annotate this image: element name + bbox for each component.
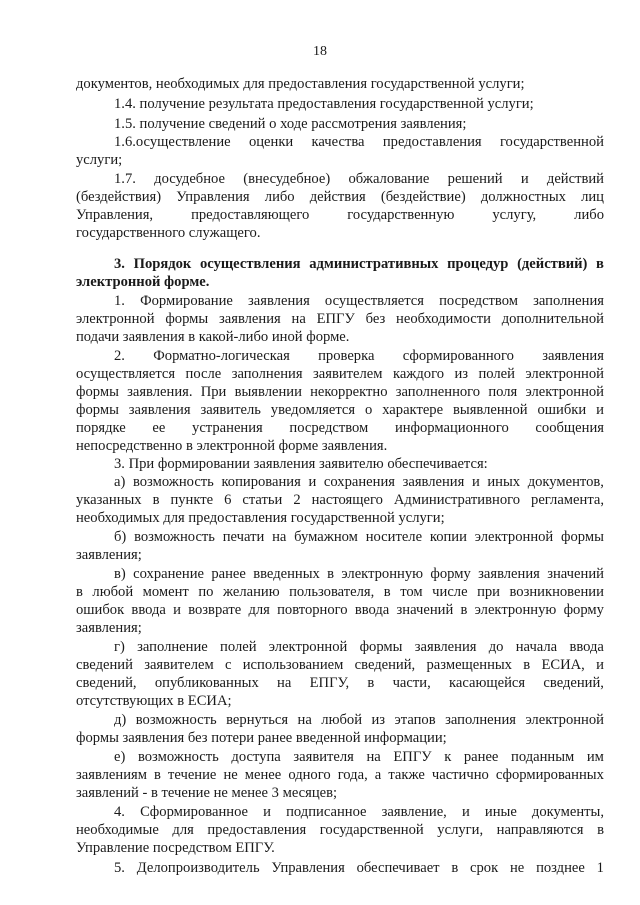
word: 2 bbox=[293, 492, 301, 508]
word: начала bbox=[515, 639, 558, 655]
word: электронной bbox=[525, 712, 604, 728]
word: осуществляется bbox=[76, 366, 176, 382]
word: размещенных bbox=[426, 657, 512, 673]
word: Формирование bbox=[140, 293, 233, 309]
word: сообщения bbox=[535, 420, 604, 436]
word: должностных bbox=[480, 189, 566, 205]
word: каждого bbox=[392, 366, 445, 382]
word: ошибок bbox=[76, 602, 125, 618]
word: указанных bbox=[76, 492, 142, 508]
word: направляются bbox=[496, 822, 584, 838]
word: электронной bbox=[474, 529, 554, 545]
word: и bbox=[461, 804, 470, 820]
word: формы bbox=[561, 529, 604, 545]
word: им bbox=[586, 749, 604, 765]
word: значений bbox=[547, 566, 604, 582]
word: электронной bbox=[525, 366, 604, 382]
word: формы bbox=[165, 311, 209, 327]
word: заявления bbox=[478, 566, 540, 582]
word: в bbox=[383, 584, 391, 600]
text-line bbox=[114, 348, 604, 365]
word: желанию bbox=[222, 584, 280, 600]
word: 1.7. bbox=[114, 171, 136, 187]
word: форму bbox=[430, 566, 471, 582]
word: 5. bbox=[114, 860, 125, 876]
word: сформированного bbox=[402, 348, 514, 364]
word: заявление, bbox=[381, 804, 447, 820]
word: на bbox=[291, 311, 306, 327]
text-line bbox=[114, 860, 604, 877]
word: заявления bbox=[218, 311, 281, 327]
word: а) bbox=[114, 474, 126, 490]
word: статьи bbox=[242, 492, 283, 508]
word: формы bbox=[76, 384, 119, 400]
word: о bbox=[365, 402, 373, 418]
word: решений bbox=[447, 171, 503, 187]
word: 3. bbox=[114, 256, 125, 272]
word: в bbox=[596, 256, 604, 272]
word: носителе bbox=[365, 529, 423, 545]
word: обеспечивает bbox=[356, 860, 440, 876]
word: срок bbox=[470, 860, 499, 876]
word: проверка bbox=[318, 348, 375, 364]
word: сформированных bbox=[495, 767, 604, 783]
word: заполнения bbox=[445, 712, 516, 728]
word: копии bbox=[429, 529, 467, 545]
word: и bbox=[263, 804, 271, 820]
word: после bbox=[185, 366, 222, 382]
text-line: необходимых для предоставления государственной услуги; bbox=[76, 510, 445, 526]
word: услугу, bbox=[492, 207, 537, 223]
text-line bbox=[76, 584, 604, 601]
word: заявления bbox=[128, 402, 191, 418]
word: менее bbox=[244, 767, 282, 783]
word: на bbox=[297, 712, 312, 728]
word: позднее bbox=[536, 860, 585, 876]
word: момент bbox=[142, 584, 189, 600]
text-line bbox=[76, 189, 604, 206]
word: некорректно bbox=[310, 384, 388, 400]
word: с bbox=[224, 657, 232, 673]
word: поданным bbox=[511, 749, 575, 765]
word: также bbox=[388, 767, 425, 783]
word: ЕСИА, bbox=[541, 657, 585, 673]
word: (бездействие) bbox=[380, 189, 466, 205]
word: посредством bbox=[289, 420, 369, 436]
word: 2. bbox=[114, 348, 125, 364]
word: заявления bbox=[542, 348, 604, 364]
word: ввода bbox=[131, 602, 166, 618]
word: 1. bbox=[114, 293, 125, 309]
word: и bbox=[596, 402, 604, 418]
word: ошибки bbox=[537, 402, 587, 418]
word: а bbox=[374, 767, 382, 783]
word: в bbox=[523, 657, 531, 673]
word: необходимости bbox=[396, 311, 491, 327]
text-line: формы заявления без потери ранее введенной информации; bbox=[76, 730, 447, 746]
text-line: заявления; bbox=[76, 620, 142, 636]
word: по bbox=[198, 584, 214, 600]
word: (внесудебное) bbox=[243, 171, 331, 187]
word: Форматно-логическая bbox=[153, 348, 290, 364]
word: опубликованных bbox=[154, 675, 259, 691]
text-line: государственного служащего. bbox=[76, 225, 261, 241]
word: и bbox=[308, 474, 317, 490]
word: одного bbox=[288, 767, 331, 783]
word: значений bbox=[396, 602, 454, 618]
word: либо bbox=[264, 189, 295, 205]
text-line bbox=[114, 171, 604, 188]
text-line bbox=[114, 749, 604, 766]
word: электронную bbox=[341, 566, 424, 582]
word: ввода bbox=[354, 602, 390, 618]
word: формы bbox=[76, 402, 119, 418]
word: течение bbox=[167, 767, 217, 783]
text-line bbox=[76, 420, 604, 437]
word: осуществляется bbox=[324, 293, 424, 309]
word: г) bbox=[114, 639, 125, 655]
word: регламента, bbox=[531, 492, 604, 508]
word: настоящего bbox=[311, 492, 383, 508]
word: сведений, bbox=[543, 675, 604, 691]
word: сведений bbox=[76, 657, 133, 673]
word: в bbox=[152, 492, 160, 508]
word: государственную bbox=[347, 207, 455, 223]
text-line bbox=[76, 675, 604, 692]
word: При bbox=[200, 384, 227, 400]
word: к bbox=[444, 749, 452, 765]
word: необходимые bbox=[76, 822, 159, 838]
word: пункте bbox=[170, 492, 214, 508]
word: в bbox=[367, 675, 375, 691]
word: пользователя, bbox=[289, 584, 375, 600]
text-line bbox=[76, 767, 604, 784]
word: ЕПГУ bbox=[393, 749, 432, 765]
word: сведений, bbox=[76, 675, 137, 691]
word: предоставляющего bbox=[191, 207, 310, 223]
text-line bbox=[114, 804, 604, 821]
word: заполнения bbox=[533, 293, 604, 309]
word: обжалование bbox=[348, 171, 430, 187]
word: в) bbox=[114, 566, 126, 582]
word: ее bbox=[152, 420, 166, 436]
word: на bbox=[272, 529, 287, 545]
word: характере bbox=[382, 402, 444, 418]
word: документов, bbox=[527, 474, 604, 490]
word: для bbox=[172, 822, 194, 838]
word: электронную bbox=[474, 602, 557, 618]
word: для bbox=[248, 602, 270, 618]
word: электронной bbox=[268, 639, 348, 655]
word: введенных bbox=[253, 566, 320, 582]
word: административных bbox=[309, 256, 439, 272]
word: заявителем bbox=[144, 657, 214, 673]
word: электронной bbox=[525, 384, 604, 400]
text-line: документов, необходимых для предоставления государственной услуги; bbox=[76, 76, 525, 92]
word: в bbox=[597, 822, 604, 838]
word: и bbox=[520, 171, 529, 187]
word: сохранение bbox=[133, 566, 204, 582]
word: в bbox=[460, 602, 468, 618]
text-line bbox=[114, 256, 604, 273]
word: частично bbox=[431, 767, 489, 783]
word: при bbox=[477, 584, 500, 600]
word: копирования bbox=[221, 474, 301, 490]
word: части, bbox=[392, 675, 431, 691]
word: возможность bbox=[135, 712, 217, 728]
word: Управления bbox=[176, 189, 250, 205]
word: иные bbox=[484, 804, 517, 820]
word: в bbox=[154, 767, 161, 783]
word: в bbox=[327, 566, 335, 582]
word: заявления bbox=[248, 293, 310, 309]
text-line: заявления; bbox=[76, 547, 142, 563]
text-line: отсутствующих в ЕСИА; bbox=[76, 693, 232, 709]
text-line: услуги; bbox=[76, 152, 123, 168]
word: заполнение bbox=[137, 639, 208, 655]
word: любой bbox=[321, 712, 362, 728]
word: ЕПГУ bbox=[316, 311, 355, 327]
word: действия bbox=[309, 189, 366, 205]
word: электронной bbox=[76, 311, 155, 327]
word: 1.6.осуществление bbox=[114, 134, 231, 150]
text-line bbox=[76, 366, 604, 383]
word: услуги, bbox=[437, 822, 484, 838]
text-line bbox=[114, 293, 604, 310]
word: сведений, bbox=[354, 657, 416, 673]
page-number: 18 bbox=[313, 44, 327, 59]
word: д) bbox=[114, 712, 127, 728]
word: и bbox=[173, 602, 181, 618]
word: действий bbox=[546, 171, 604, 187]
word: выявленной bbox=[453, 402, 528, 418]
word: уведомляется bbox=[270, 402, 356, 418]
text-line bbox=[114, 474, 604, 491]
word: возврате bbox=[188, 602, 242, 618]
text-line: Управление посредством ЕПГУ. bbox=[76, 840, 275, 856]
text-line: электронной форме. bbox=[76, 274, 210, 290]
text-line bbox=[76, 207, 604, 224]
word: досудебное bbox=[154, 171, 225, 187]
word: заполненного bbox=[395, 384, 481, 400]
word: заявления. bbox=[127, 384, 193, 400]
word: предоставления bbox=[207, 822, 307, 838]
word: документы, bbox=[531, 804, 604, 820]
word: ввода bbox=[569, 639, 604, 655]
text-line bbox=[76, 822, 604, 839]
word: и bbox=[596, 657, 604, 673]
word: повторного bbox=[277, 602, 348, 618]
word: 6 bbox=[224, 492, 232, 508]
word: информационного bbox=[394, 420, 509, 436]
text-line: заявлений - в течение не менее 3 месяцев; bbox=[76, 785, 338, 801]
text-line bbox=[76, 384, 604, 401]
word: е) bbox=[114, 749, 126, 765]
word: государственной bbox=[499, 134, 604, 150]
word: в bbox=[76, 584, 83, 600]
word: бумажном bbox=[294, 529, 358, 545]
word: вернуться bbox=[226, 712, 289, 728]
word: не bbox=[509, 860, 525, 876]
word: до bbox=[488, 639, 504, 655]
word: либо bbox=[574, 207, 604, 223]
word: возможность bbox=[132, 474, 214, 490]
text-line: 1.5. получение сведений о ходе рассмотрения заявления; bbox=[114, 116, 467, 132]
word: том bbox=[400, 584, 423, 600]
text-line bbox=[76, 657, 604, 674]
word: числе bbox=[432, 584, 468, 600]
word: ранее bbox=[463, 749, 499, 765]
word: формы bbox=[359, 639, 403, 655]
text-line bbox=[76, 311, 604, 328]
text-line bbox=[114, 566, 604, 583]
word: предоставления bbox=[382, 134, 482, 150]
word: качества bbox=[311, 134, 365, 150]
word: лиц bbox=[581, 189, 604, 205]
word: (действий) bbox=[517, 256, 588, 272]
text-line: 1.4. получение результата предоставления государственной услуги; bbox=[114, 96, 534, 112]
word: государственной bbox=[319, 822, 424, 838]
text-line bbox=[76, 402, 604, 419]
word: сохранения bbox=[323, 474, 395, 490]
word: поля bbox=[488, 384, 518, 400]
word: касающейся bbox=[449, 675, 526, 691]
word: Административного bbox=[393, 492, 521, 508]
word: Делопроизводитель bbox=[136, 860, 260, 876]
word: заявителя bbox=[293, 749, 354, 765]
word: на bbox=[366, 749, 381, 765]
word: (бездействия) bbox=[76, 189, 162, 205]
text-line: 3. При формировании заявления заявителю обеспечивается: bbox=[114, 456, 488, 472]
word: осуществления bbox=[199, 256, 301, 272]
word: полей bbox=[478, 366, 515, 382]
word: процедур bbox=[447, 256, 509, 272]
word: печати bbox=[222, 529, 265, 545]
word: дополнительной bbox=[501, 311, 604, 327]
word: заявления bbox=[402, 474, 465, 490]
word: оценки bbox=[248, 134, 294, 150]
word: без bbox=[365, 311, 386, 327]
word: заполнения bbox=[231, 366, 303, 382]
text-line: подачи заявления в какой-либо иной форме. bbox=[76, 329, 350, 345]
word: 1 bbox=[596, 860, 604, 876]
word: Управления, bbox=[76, 207, 154, 223]
text-line bbox=[76, 602, 604, 619]
text-line bbox=[114, 529, 604, 546]
word: возникновении bbox=[509, 584, 604, 600]
word: не bbox=[223, 767, 238, 783]
text-line: непосредственно в электронной форме заявления. bbox=[76, 438, 388, 454]
word: года, bbox=[337, 767, 368, 783]
word: возможность bbox=[137, 749, 219, 765]
word: заявлениям bbox=[76, 767, 147, 783]
word: Порядок bbox=[133, 256, 192, 272]
word: и bbox=[471, 474, 480, 490]
word: из bbox=[371, 712, 386, 728]
word: форму bbox=[563, 602, 604, 618]
word: 4. bbox=[114, 804, 125, 820]
word: в bbox=[451, 860, 459, 876]
word: на bbox=[277, 675, 292, 691]
word: заявления bbox=[414, 639, 477, 655]
text-line bbox=[76, 492, 604, 509]
word: заявитель bbox=[200, 402, 261, 418]
word: выявлении bbox=[234, 384, 302, 400]
word: доступа bbox=[231, 749, 281, 765]
word: этапов bbox=[394, 712, 436, 728]
word: подписанное bbox=[286, 804, 367, 820]
word: заявителем bbox=[313, 366, 383, 382]
word: любой bbox=[92, 584, 134, 600]
word: иных bbox=[487, 474, 521, 490]
word: ранее bbox=[211, 566, 246, 582]
word: возможность bbox=[134, 529, 215, 545]
text-line bbox=[114, 639, 604, 656]
word: полей bbox=[220, 639, 257, 655]
word: ЕПГУ, bbox=[309, 675, 350, 691]
word: из bbox=[454, 366, 469, 382]
text-line bbox=[114, 712, 604, 729]
word: посредством bbox=[439, 293, 518, 309]
word: порядке bbox=[76, 420, 126, 436]
word: б) bbox=[114, 529, 127, 545]
text-line bbox=[114, 134, 604, 151]
word: Сформированное bbox=[140, 804, 249, 820]
word: устранения bbox=[192, 420, 263, 436]
word: Управления bbox=[271, 860, 345, 876]
word: использованием bbox=[242, 657, 344, 673]
